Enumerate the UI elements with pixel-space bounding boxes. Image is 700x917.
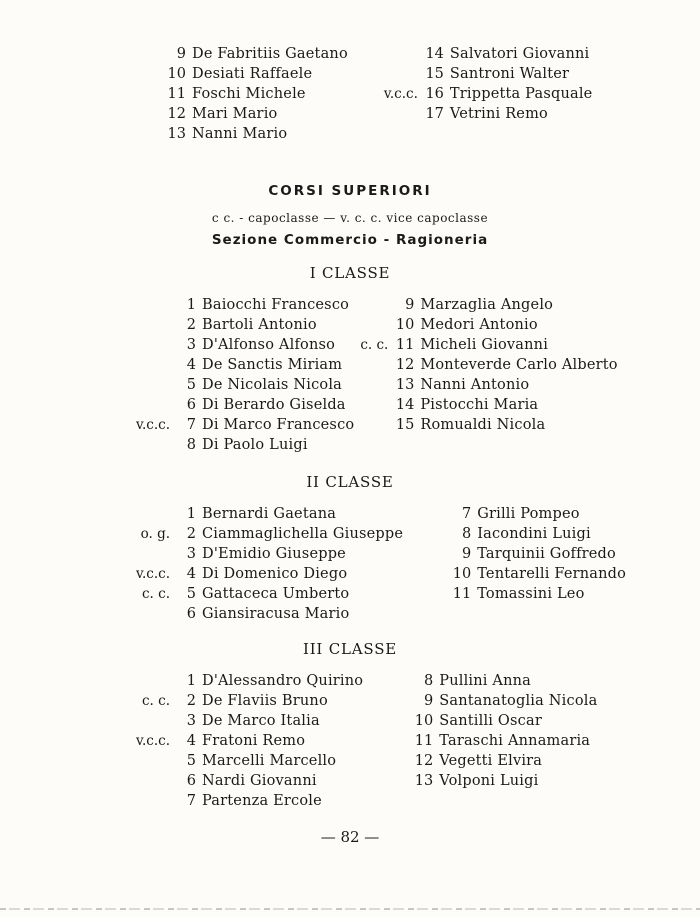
student-name: Monteverde Carlo Alberto <box>420 357 618 373</box>
student-name: Baiocchi Francesco <box>202 297 350 313</box>
role-mark: v.c.c. <box>383 86 418 102</box>
student-number: 14 <box>395 397 415 413</box>
student-row <box>405 524 626 544</box>
student-row <box>130 315 354 335</box>
student-number: 6 <box>186 773 196 789</box>
student-row <box>130 544 403 564</box>
corsi-superiori-title: CORSI SUPERIORI <box>268 183 432 199</box>
class-3-right-column <box>367 671 597 811</box>
student-number: 1 <box>186 297 196 313</box>
student-row <box>405 564 626 584</box>
student-row <box>362 104 593 124</box>
student-row <box>348 415 617 435</box>
student-name: Desiati Raffaele <box>192 66 313 82</box>
student-number: 13 <box>414 773 434 789</box>
student-number: 9 <box>461 546 472 562</box>
student-name: De Flaviis Bruno <box>202 693 328 709</box>
student-row <box>130 791 363 811</box>
student-name: Santilli Oscar <box>439 713 542 729</box>
class-1-right-column <box>348 295 617 455</box>
student-number: 12 <box>414 753 434 769</box>
student-row <box>367 771 597 791</box>
student-name: Santroni Walter <box>449 66 570 82</box>
student-row <box>130 64 348 84</box>
student-row <box>130 604 403 624</box>
student-name: Santanatoglia Nicola <box>439 693 598 709</box>
student-row <box>405 544 626 564</box>
student-row <box>367 731 597 751</box>
student-name: De Fabritiis Gaetano <box>192 46 348 62</box>
student-name: Mari Mario <box>192 106 278 122</box>
student-name: Di Marco Francesco <box>202 417 355 433</box>
student-number: 11 <box>452 586 472 602</box>
role-mark: c. c. <box>142 586 170 602</box>
student-number: 4 <box>186 357 196 373</box>
student-number: 3 <box>186 337 196 353</box>
student-row <box>405 504 626 524</box>
class-3-left-column <box>130 671 363 811</box>
student-row <box>367 671 597 691</box>
student-row <box>362 84 593 104</box>
student-row <box>130 711 363 731</box>
student-number: 13 <box>167 126 186 142</box>
student-name: Iacondini Luigi <box>477 526 591 542</box>
student-number: 13 <box>395 377 415 393</box>
top-list-left-column <box>130 44 348 144</box>
role-mark: c. c. <box>360 337 389 353</box>
student-number: 5 <box>186 586 196 602</box>
student-row <box>130 504 403 524</box>
student-number: 11 <box>395 337 415 353</box>
class-3-list <box>130 671 597 811</box>
student-row <box>362 64 593 84</box>
student-name: Medori Antonio <box>420 317 538 333</box>
student-row <box>367 751 597 771</box>
class-1-title: I CLASSE <box>309 264 391 282</box>
student-number: 2 <box>186 693 196 709</box>
class-2-left-column <box>130 504 403 624</box>
student-row <box>130 104 348 124</box>
student-row <box>130 731 363 751</box>
student-row <box>130 415 354 435</box>
student-row <box>130 355 354 375</box>
student-name: Pullini Anna <box>439 673 532 689</box>
role-mark: v.c.c. <box>135 566 170 582</box>
class-2-list <box>130 504 626 624</box>
student-number: 15 <box>425 66 444 82</box>
student-row <box>130 524 403 544</box>
student-number: 5 <box>186 753 196 769</box>
student-row <box>130 335 354 355</box>
top-list-right-column <box>362 44 593 144</box>
student-number: 11 <box>414 733 434 749</box>
student-name: De Nicolais Nicola <box>202 377 343 393</box>
student-number: 10 <box>167 66 186 82</box>
student-row <box>362 44 593 64</box>
student-name: Giansiracusa Mario <box>202 606 350 622</box>
student-name: De Sanctis Miriam <box>202 357 343 373</box>
student-name: Partenza Ercole <box>202 793 322 809</box>
student-row <box>130 84 348 104</box>
student-row <box>130 771 363 791</box>
role-mark: v.c.c. <box>135 417 170 433</box>
student-number: 10 <box>395 317 415 333</box>
student-row <box>130 584 403 604</box>
student-name: Bartoli Antonio <box>202 317 317 333</box>
student-row <box>348 375 617 395</box>
student-number: 12 <box>167 106 186 122</box>
student-name: Volponi Luigi <box>439 773 539 789</box>
scan-edge-line <box>0 908 700 910</box>
class-1-left-column <box>130 295 354 455</box>
student-number: 7 <box>186 793 196 809</box>
role-mark: c. c. <box>142 693 170 709</box>
student-name: Romualdi Nicola <box>420 417 546 433</box>
student-row <box>130 691 363 711</box>
student-number: 7 <box>461 506 472 522</box>
student-name: Gattaceca Umberto <box>202 586 350 602</box>
student-number: 10 <box>452 566 472 582</box>
student-row <box>130 751 363 771</box>
student-row <box>130 671 363 691</box>
student-number: 2 <box>186 526 196 542</box>
class-3-title: III CLASSE <box>302 640 398 658</box>
student-number: 12 <box>395 357 415 373</box>
student-name: Pistocchi Maria <box>420 397 539 413</box>
student-number: 5 <box>186 377 196 393</box>
student-number: 8 <box>461 526 472 542</box>
student-row <box>130 124 348 144</box>
top-list <box>130 44 592 144</box>
student-name: D'Emidio Giuseppe <box>202 546 346 562</box>
student-name: Taraschi Annamaria <box>439 733 591 749</box>
student-row <box>348 335 617 355</box>
student-number: 16 <box>425 86 444 102</box>
student-row <box>348 395 617 415</box>
student-row <box>348 315 617 335</box>
student-number: 9 <box>405 297 415 313</box>
student-name: D'Alessandro Quirino <box>202 673 364 689</box>
student-name: Marcelli Marcello <box>202 753 337 769</box>
student-row <box>130 295 354 315</box>
class-1-list <box>130 295 618 455</box>
student-name: Nanni Mario <box>192 126 288 142</box>
student-row <box>130 564 403 584</box>
student-name: Grilli Pompeo <box>477 506 580 522</box>
student-number: 4 <box>186 566 196 582</box>
student-name: Foschi Michele <box>192 86 306 102</box>
student-name: Tentarelli Fernando <box>477 566 627 582</box>
student-name: De Marco Italia <box>202 713 320 729</box>
student-row <box>348 295 617 315</box>
page-number: — 82 — <box>320 828 380 846</box>
student-name: Trippetta Pasquale <box>449 86 593 102</box>
student-number: 6 <box>186 606 196 622</box>
student-row <box>367 691 597 711</box>
student-name: D'Alfonso Alfonso <box>202 337 336 353</box>
role-mark: v.c.c. <box>135 733 170 749</box>
class-2-right-column <box>405 504 626 624</box>
student-number: 15 <box>395 417 415 433</box>
student-number: 3 <box>186 546 196 562</box>
student-number: 4 <box>186 733 196 749</box>
student-name: Salvatori Giovanni <box>449 46 590 62</box>
student-name: Vegetti Elvira <box>439 753 543 769</box>
student-name: Di Paolo Luigi <box>202 437 308 453</box>
student-name: Ciammaglichella Giuseppe <box>202 526 404 542</box>
student-row <box>348 355 617 375</box>
student-name: Di Domenico Diego <box>202 566 348 582</box>
student-name: Bernardi Gaetana <box>202 506 337 522</box>
student-number: 3 <box>186 713 196 729</box>
student-number: 9 <box>176 46 186 62</box>
student-row <box>130 44 348 64</box>
student-name: Micheli Giovanni <box>420 337 549 353</box>
role-mark: o. g. <box>140 526 170 542</box>
student-name: Tomassini Leo <box>477 586 585 602</box>
student-number: 11 <box>167 86 186 102</box>
student-number: 6 <box>186 397 196 413</box>
student-name: Nanni Antonio <box>420 377 530 393</box>
student-number: 9 <box>424 693 434 709</box>
role-legend: c c. - capoclasse — v. c. c. vice capoclasse <box>211 211 489 225</box>
student-name: Vetrini Remo <box>449 106 548 122</box>
student-name: Di Berardo Giselda <box>202 397 346 413</box>
student-name: Fratoni Remo <box>202 733 306 749</box>
student-number: 8 <box>186 437 196 453</box>
class-2-title: II CLASSE <box>306 473 394 491</box>
student-number: 1 <box>186 506 196 522</box>
student-number: 14 <box>425 46 444 62</box>
student-name: Marzaglia Angelo <box>420 297 554 313</box>
student-number: 7 <box>186 417 196 433</box>
student-row <box>130 435 354 455</box>
student-number: 17 <box>425 106 444 122</box>
student-row <box>130 375 354 395</box>
section-title: Sezione Commercio - Ragioneria <box>211 232 489 248</box>
student-number: 8 <box>424 673 434 689</box>
student-name: Nardi Giovanni <box>202 773 317 789</box>
student-number: 1 <box>186 673 196 689</box>
student-row <box>405 584 626 604</box>
student-row <box>367 711 597 731</box>
student-row <box>130 395 354 415</box>
student-number: 2 <box>186 317 196 333</box>
student-name: Tarquinii Goffredo <box>477 546 616 562</box>
student-number: 10 <box>414 713 434 729</box>
